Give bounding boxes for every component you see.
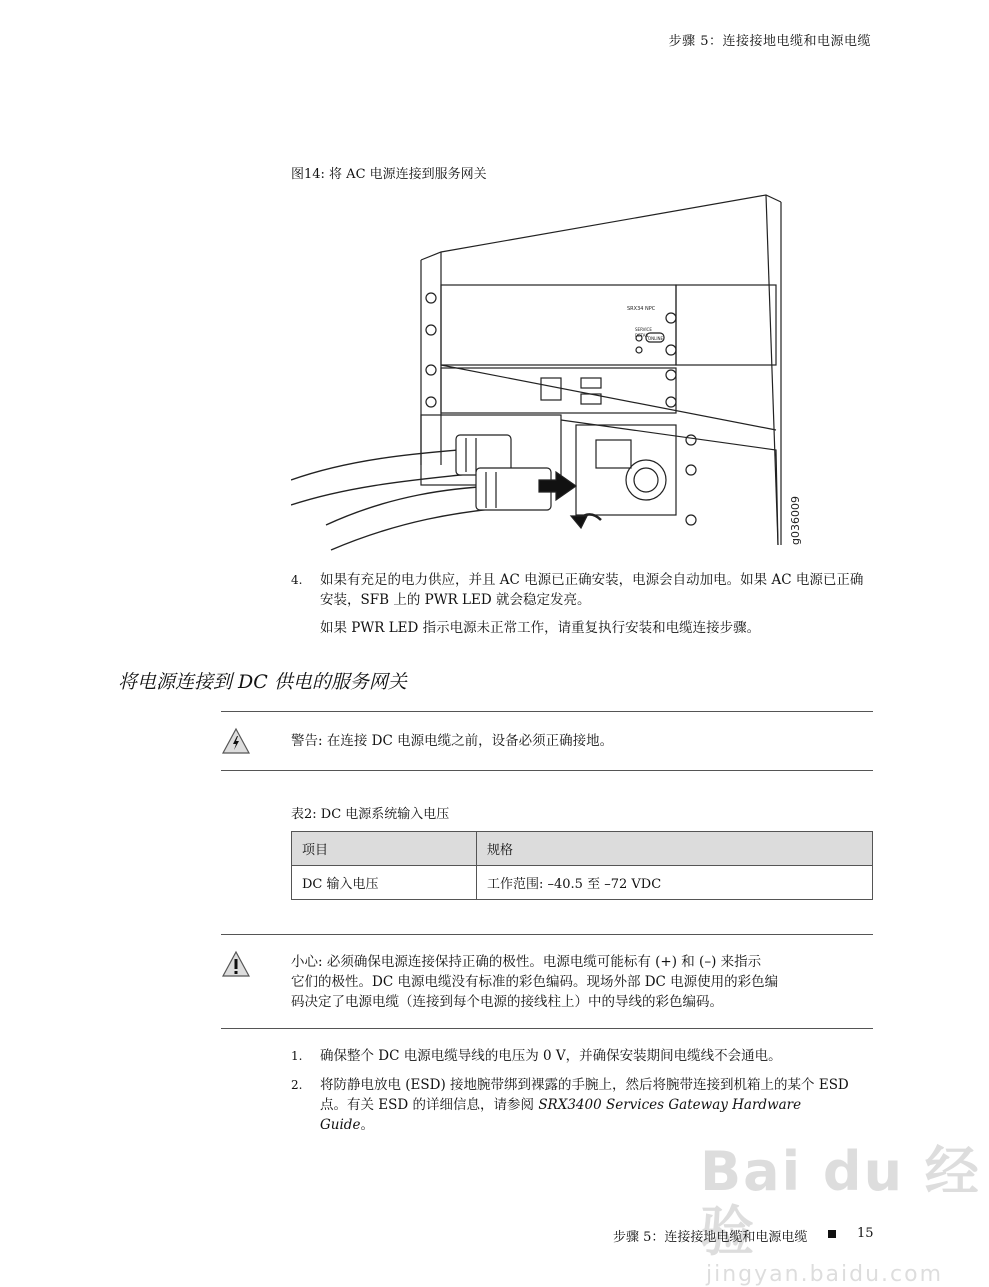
column-header: 规格 [477, 832, 873, 866]
table-row [292, 866, 873, 900]
table-cell: 工作范围: –40.5 至 –72 VDC [477, 866, 873, 900]
caution-icon [221, 950, 251, 978]
electrical-warning-icon [221, 727, 251, 755]
watermark-url: jingyan.baidu.com [706, 1262, 944, 1287]
divider [221, 770, 873, 771]
table-header-row [292, 832, 873, 866]
step-text-tail: 。 [360, 1117, 374, 1133]
footer-title: 步骤 5：连接接地电缆和电源电缆 [613, 1230, 808, 1245]
step-4 [291, 570, 873, 638]
caution-line: 码决定了电源电缆（连接到每个电源的接线柱上）中的导线的彩色编码。 [291, 994, 723, 1010]
footer-bullet [828, 1230, 836, 1238]
step-extra-text: 如果 PWR LED 指示电源未正常工作，请重复执行安装和电缆连接步骤。 [320, 620, 761, 636]
table-cell: DC 输入电压 [292, 866, 477, 900]
step-1 [291, 1046, 873, 1066]
table-caption: 表2: DC 电源系统输入电压 [291, 807, 450, 822]
ac-power-figure [291, 190, 811, 555]
detail-label: DETAIL [635, 333, 649, 338]
device-label: SRX34 NPC [627, 306, 656, 312]
caution-text [291, 952, 876, 1012]
online-label: ONLINE [648, 336, 664, 341]
baidu-watermark [700, 1142, 989, 1287]
page-number: 15 [857, 1226, 874, 1241]
step-2 [291, 1075, 851, 1135]
divider [221, 1028, 873, 1029]
step-text: 如果有充足的电力供应，并且 AC 电源已正确安装，电源会自动加电。如果 AC 电源已正确安装，SFB 上的 PWR LED 就会稳定发亮。 [320, 572, 864, 608]
step-text-main: 将防静电放电 (ESD) 接地腕带绑到裸露的手腕上，然后将腕带连接到机箱上的某个 ESD 点。有关 ESD 的详细信息，请参阅 [320, 1077, 849, 1113]
figure-caption: 图14: 将 AC 电源连接到服务网关 [291, 167, 487, 182]
divider [221, 934, 873, 935]
step-number: 4. [291, 573, 303, 587]
caution-line: 小心: 必须确保电源连接保持正确的极性。电源电缆可能标有 (+) 和 (–) 来指示 [291, 954, 762, 970]
caution-line: 它们的极性。DC 电源电缆没有标准的彩色编码。现场外部 DC 电源使用的彩色编 [291, 974, 779, 990]
status-label: SERVICE [635, 327, 652, 332]
voltage-table [291, 831, 873, 900]
column-header: 项目 [292, 832, 477, 866]
step-text [320, 1075, 851, 1135]
hardware-guide-title: SRX3400 Services Gateway Hardware Guide [320, 1097, 802, 1133]
section-title: 将电源连接到 DC 供电的服务网关 [118, 671, 407, 693]
step-text: 确保整个 DC 电源电缆导线的电压为 0 V，并确保安装期间电缆线不会通电。 [320, 1048, 782, 1064]
figure-id: g036009 [789, 496, 802, 545]
divider [221, 711, 873, 712]
step-number: 2. [291, 1078, 303, 1092]
step-number: 1. [291, 1049, 303, 1063]
watermark-brand: Bai du 经验 [700, 1140, 981, 1263]
warning-text: 警告: 在连接 DC 电源电缆之前，设备必须正确接地。 [291, 733, 614, 749]
running-header: 步骤 5：连接接地电缆和电源电缆 [668, 34, 871, 49]
